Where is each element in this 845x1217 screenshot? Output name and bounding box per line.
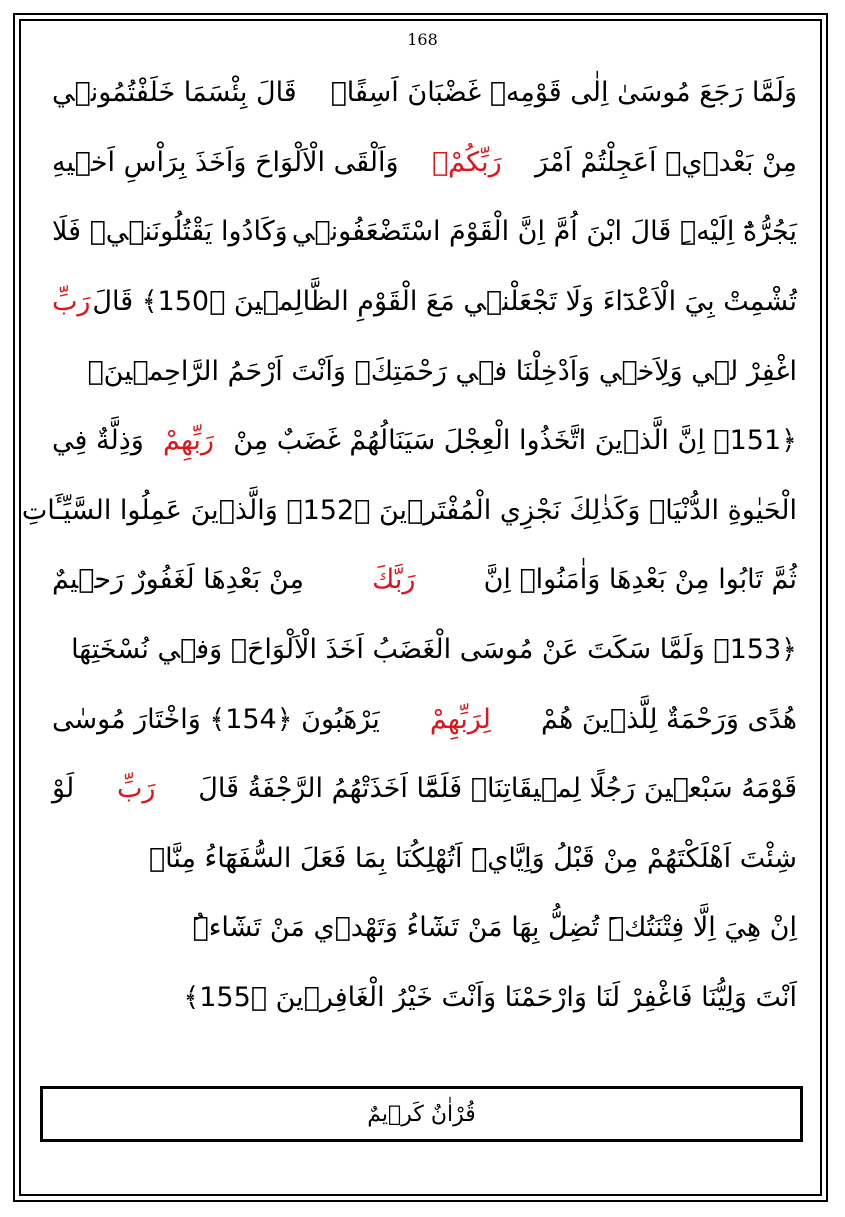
verse-text: اَنْتَ وَلِيُّنَا فَاغْفِرْ لَنَا وَارْحَمْنَا وَاَنْتَ خَيْرُ الْغَافِرٖينَ ﴿155﴾ [183,982,797,1014]
text-line [52,128,797,198]
text-line [52,754,797,824]
text-line [21,476,797,546]
text-line [52,893,797,963]
verse-text: ﴿151﴾ اِنَّ الَّذٖينَ اتَّخَذُوا الْعِجْلَ سَيَنَالُهُمْ غَضَبٌ مِنْ [233,425,797,457]
verse-text: قَوْمَهُ سَبْعٖينَ رَجُلًا لِمٖيقَاتِنَاۚ فَلَمَّٓا اَخَذَتْهُمُ الرَّجْفَةُ قَالَ [198,773,797,805]
verse-text: تُشْمِتْ بِيَ الْاَعْدَٓاءَ وَلَا تَجْعَلْنٖي مَعَ الْقَوْمِ الظَّالِمٖينَ ﴿150﴾ قَالَ [92,286,797,318]
text-line [52,545,797,615]
verse-text: مِنْ بَعْدِهَا لَغَفُورٌ رَحٖيمٌ [52,564,304,596]
text-line [52,824,797,894]
verse-text: لَوْ [52,773,75,805]
divine-name-word: لِرَبِّهِمْ [429,703,491,735]
verse-text: يَجُرُّهُٓ اِلَيْهِۜ قَالَ ابْنَ اُمَّ اِنَّ الْقَوْمَ اسْتَضْعَفُونٖي [291,216,797,248]
verse-text: وَكَادُوا يَقْتُلُونَنٖيۘ فَلَا [52,216,288,248]
footer-title: قُرْاٰنٌ كَرٖيمٌ [367,1101,476,1127]
divine-name-word: رَبِّ [52,286,91,318]
quran-text-block [21,58,797,1032]
page-number: 168 [407,30,438,49]
text-line [52,58,797,128]
text-line [52,684,797,754]
text-line [52,963,797,1033]
verse-text: ﴿153﴾ وَلَمَّا سَكَتَ عَنْ مُوسَى الْغَضَبُ اَخَذَ الْاَلْوَاحَۚ وَفٖي نُسْخَتِهَا [71,634,797,666]
verse-text: شِئْتَ اَهْلَكْتَهُمْ مِنْ قَبْلُ وَاِيَّايَۜ اَتُهْلِكُنَا بِمَا فَعَلَ السُّفَهَٓاءُ مِنَّاۚ [148,842,797,874]
footer-box [40,1086,803,1142]
verse-text: الْحَيٰوةِ الدُّنْيَاۜ وَكَذٰلِكَ نَجْزِي الْمُفْتَرٖينَ ﴿152﴾ وَالَّذٖينَ عَمِلُوا السَّيِّـَٔاتِ [21,494,797,526]
text-line [52,267,797,337]
verse-text: اغْفِرْ لٖي وَلِاَخٖي وَاَدْخِلْنَا فٖي رَحْمَتِكَۘ وَاَنْتَ اَرْحَمُ الرَّاحِمٖينَۖ [87,355,797,387]
verse-text: مِنْ بَعْدٖيۚ اَعَجِلْتُمْ اَمْرَ [535,146,797,178]
verse-text: هُدًى وَرَحْمَةٌ لِلَّذٖينَ هُمْ [541,703,797,735]
text-line [52,615,797,685]
verse-text: ثُمَّ تَابُوا مِنْ بَعْدِهَا وَاٰمَنُواۘ اِنَّ [483,564,797,596]
text-line [52,336,797,406]
verse-text: وَلَمَّا رَجَعَ مُوسَىٰ اِلٰى قَوْمِهٖ غَضْبَانَ اَسِفًاۙ [330,77,797,109]
verse-text: وَاَلْقَى الْاَلْوَاحَ وَاَخَذَ بِرَاْسِ اَخٖيهِ [52,146,399,178]
verse-text: قَالَ بِئْسَمَا خَلَفْتُمُونٖي [52,77,297,109]
divine-name-word: رَبِّ [116,773,156,805]
verse-text: اِنْ هِيَ اِلَّا فِتْنَتُكَۜ تُضِلُّ بِهَا مَنْ تَشَٓاءُ وَتَهْدٖي مَنْ تَشَٓاءُۜ [192,912,797,944]
text-line [52,406,797,476]
text-line [52,197,797,267]
divine-name-word: رَبِّهِمْ [163,425,214,457]
verse-text: يَرْهَبُونَ ﴿154﴾ وَاخْتَارَ مُوسٰى [52,703,380,735]
divine-name-word: رَبَّكَ [372,564,416,596]
divine-name-word: رَبِّكُمْۚ [431,146,502,178]
verse-text: وَذِلَّةٌ فِي [52,425,144,457]
